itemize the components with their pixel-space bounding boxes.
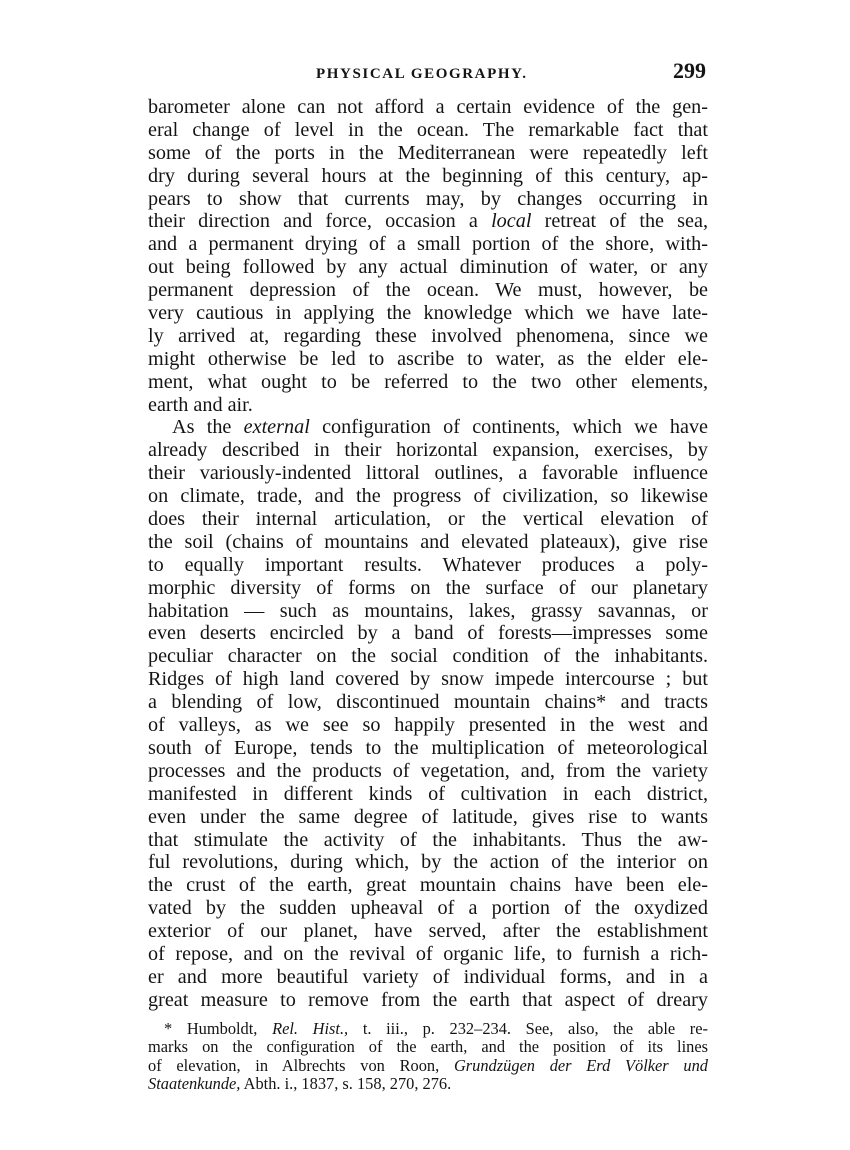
running-header xyxy=(148,52,708,92)
text-line: exterior of our planet, have served, after the establishment xyxy=(148,920,708,943)
italic-word: external xyxy=(243,416,310,439)
footnote-line: marks on the configuration of the earth, and the position of its lines xyxy=(148,1037,708,1057)
text-line: might otherwise be led to ascribe to water, as the elder ele- xyxy=(148,347,708,370)
book-page xyxy=(148,52,708,1094)
text-line: Ridges of high land covered by snow impede intercourse ; but xyxy=(148,668,708,691)
text-line: manifested in different kinds of cultivation in each district, xyxy=(148,782,708,805)
text-line: ful revolutions, during which, by the action of the interior on xyxy=(148,851,708,874)
text-line: habitation — such as mountains, lakes, grassy savannas, or xyxy=(148,599,708,622)
footnote-line xyxy=(148,1075,708,1094)
text-line: south of Europe, tends to the multiplication of meteorological xyxy=(148,736,708,759)
running-title: PHYSICAL GEOGRAPHY. xyxy=(316,66,528,82)
text-line: permanent depression of the ocean. We must, however, be xyxy=(148,279,708,302)
text-segment: retreat of the sea, xyxy=(544,210,709,233)
text-line: and a permanent drying of a small portion of the shore, with- xyxy=(148,233,708,256)
text-line: dry during several hours at the beginning of this century, ap- xyxy=(148,164,708,187)
text-line xyxy=(148,416,708,439)
text-line: already described in their horizontal expansion, exercises, by xyxy=(148,439,708,462)
text-line: on climate, trade, and the progress of civilization, so likewise xyxy=(148,485,708,508)
footnote xyxy=(148,1020,708,1094)
text-line: ly arrived at, regarding these involved phenomena, since we xyxy=(148,324,708,347)
text-line: to equally important results. Whatever produces a poly- xyxy=(148,553,708,576)
text-segment: their direction and force, occasion a xyxy=(148,210,478,233)
text-line: even deserts encircled by a band of forests—impresses some xyxy=(148,622,708,645)
text-line: vated by the sudden upheaval of a portion of the oxydized xyxy=(148,897,708,920)
text-line: some of the ports in the Mediterranean were repeatedly left xyxy=(148,141,708,164)
footnote-line xyxy=(148,1020,708,1039)
footnote-italic: Grundzügen der Erd Völker und xyxy=(453,1055,708,1075)
footnote-segment: Abth. i., 1837, s. 158, 270, 276. xyxy=(243,1074,452,1094)
text-segment: As the xyxy=(172,416,232,439)
text-line: of repose, and on the revival of organic life, to furnish a rich- xyxy=(148,942,708,965)
text-line: the soil (chains of mountains and elevated plateaux), give rise xyxy=(148,530,708,553)
text-line: er and more beautiful variety of individual forms, and in a xyxy=(148,965,708,988)
footnote-segment: of elevation, in Albrechts von Roon, xyxy=(148,1055,440,1075)
text-line: peculiar character on the social condition of the inhabitants. xyxy=(148,645,708,668)
text-line: processes and the products of vegetation, and, from the variety xyxy=(148,759,708,782)
text-line: morphic diversity of forms on the surface of our planetary xyxy=(148,576,708,599)
text-line: very cautious in applying the knowledge which we have late- xyxy=(148,302,708,325)
page-number: 299 xyxy=(673,58,706,83)
text-line: out being followed by any actual diminution of water, or any xyxy=(148,256,708,279)
text-line xyxy=(148,210,708,233)
text-line: pears to show that currents may, by changes occurring in xyxy=(148,187,708,210)
text-line: their variously-indented littoral outlines, a favorable influence xyxy=(148,462,708,485)
footnote-italic: Staatenkunde, xyxy=(148,1074,241,1094)
text-line: the crust of the earth, great mountain chains have been ele- xyxy=(148,874,708,897)
text-line: a blending of low, discontinued mountain chains* and tracts xyxy=(148,691,708,714)
footnote-segment: * Humboldt, xyxy=(164,1018,258,1038)
text-line: great measure to remove from the earth that aspect of dreary xyxy=(148,988,708,1011)
text-line: does their internal articulation, or the vertical elevation of xyxy=(148,508,708,531)
text-line: of valleys, as we see so happily presented in the west and xyxy=(148,714,708,737)
italic-word: local xyxy=(491,210,532,233)
text-segment: configuration of continents, which we have xyxy=(322,416,709,439)
text-line: earth and air. xyxy=(148,393,253,416)
text-line: barometer alone can not afford a certain evidence of the gen- xyxy=(148,96,708,118)
text-line: eral change of level in the ocean. The remarkable fact that xyxy=(148,118,708,141)
text-line: ment, what ought to be referred to the two other elements, xyxy=(148,370,708,393)
main-text xyxy=(148,96,708,1012)
footnote-line xyxy=(148,1057,708,1076)
footnote-italic: Rel. Hist., xyxy=(272,1018,349,1038)
text-line: that stimulate the activity of the inhabitants. Thus the aw- xyxy=(148,828,708,851)
text-line: even under the same degree of latitude, gives rise to wants xyxy=(148,805,708,828)
footnote-segment: t. iii., p. 232–234. See, also, the able re- xyxy=(362,1018,708,1038)
